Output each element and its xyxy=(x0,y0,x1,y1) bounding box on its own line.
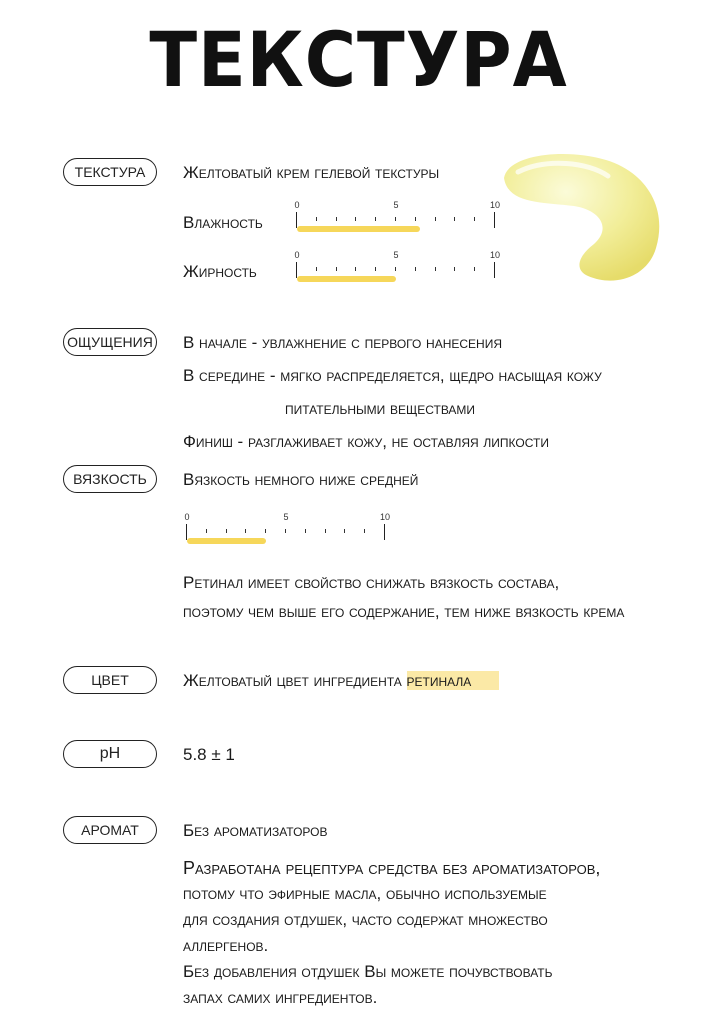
scale-major-tick xyxy=(494,212,495,228)
scale-minor-tick xyxy=(375,217,376,221)
scale-minor-tick xyxy=(336,267,337,271)
scale-tick-label: 0 xyxy=(294,200,300,210)
viscosity-label-pill: ВЯЗКОСТЬ xyxy=(63,465,157,493)
color-description xyxy=(183,671,499,691)
scale-minor-tick xyxy=(364,529,365,533)
scale-value-bar xyxy=(187,538,266,544)
aroma-paragraph-line-2: потому что эфирные масла, обычно используемые xyxy=(183,884,547,903)
scale-minor-tick xyxy=(344,529,345,533)
humidity-scale xyxy=(294,200,501,230)
oiliness-label: Жирность xyxy=(183,262,257,281)
scale-minor-tick xyxy=(435,267,436,271)
aroma-paragraph-line-1: Разработана рецептура средства без ароматизаторов, xyxy=(183,858,601,878)
scale-minor-tick xyxy=(355,217,356,221)
aroma-paragraph-line-6: запах самих ингредиентов. xyxy=(183,988,378,1007)
cream-swatch-image xyxy=(496,148,666,288)
scale-major-tick xyxy=(186,524,187,540)
scale-major-tick xyxy=(494,262,495,278)
aroma-paragraph-line-4: аллергенов. xyxy=(183,936,269,955)
scale-tick-label: 5 xyxy=(283,512,289,522)
texture-label-pill: ТЕКСТУРА xyxy=(63,158,157,186)
aroma-label-pill: АРОМАТ xyxy=(63,816,157,844)
scale-minor-tick xyxy=(454,267,455,271)
scale-tick-label: 5 xyxy=(393,200,399,210)
sensation-line-start: В начале - увлажнение с первого нанесения xyxy=(183,333,502,352)
scale-major-tick xyxy=(384,524,385,540)
scale-value-bar xyxy=(297,226,420,232)
scale-tick-label: 10 xyxy=(489,250,501,260)
color-label-pill: ЦВЕТ xyxy=(63,666,157,694)
scale-minor-tick xyxy=(435,217,436,221)
viscosity-description: Вязкость немного ниже средней xyxy=(183,470,419,489)
color-text: Желтоватый цвет ингредиента xyxy=(183,671,402,690)
scale-tick-label: 10 xyxy=(489,200,501,210)
scale-minor-tick xyxy=(325,529,326,533)
scale-minor-tick xyxy=(415,267,416,271)
scale-major-tick xyxy=(296,262,297,278)
scale-major-tick xyxy=(296,212,297,228)
scale-value-bar xyxy=(297,276,396,282)
viscosity-note-1: Ретинал имеет свойство снижать вязкость состава, xyxy=(183,573,560,592)
sensation-label-pill: ОЩУЩЕНИЯ xyxy=(63,328,157,356)
scale-minor-tick xyxy=(395,217,396,221)
scale-minor-tick xyxy=(245,529,246,533)
scale-minor-tick xyxy=(206,529,207,533)
scale-minor-tick xyxy=(336,217,337,221)
scale-minor-tick xyxy=(375,267,376,271)
aroma-paragraph-line-5: Без добавления отдушек Вы можете почувствовать xyxy=(183,962,553,981)
scale-minor-tick xyxy=(305,529,306,533)
color-highlight: ретинала xyxy=(407,671,500,690)
scale-minor-tick xyxy=(316,217,317,221)
scale-minor-tick xyxy=(285,529,286,533)
scale-minor-tick xyxy=(265,529,266,533)
humidity-label: Влажность xyxy=(183,213,263,232)
sensation-line-finish: Финиш - разглаживает кожу, не оставляя липкости xyxy=(183,432,549,451)
scale-minor-tick xyxy=(415,217,416,221)
ph-label-pill: pH xyxy=(63,740,157,768)
texture-description: Желтоватый крем гелевой текстуры xyxy=(183,163,440,182)
aroma-description: Без ароматизаторов xyxy=(183,821,328,840)
scale-minor-tick xyxy=(355,267,356,271)
sensation-line-middle: В середине - мягко распределяется, щедро насыщая кожу xyxy=(183,366,602,385)
scale-minor-tick xyxy=(226,529,227,533)
scale-minor-tick xyxy=(395,267,396,271)
sensation-line-middle-cont: питательными веществами xyxy=(285,399,476,418)
oiliness-scale xyxy=(294,250,501,280)
scale-tick-label: 0 xyxy=(294,250,300,260)
page-title: ТЕКСТУРА xyxy=(149,15,568,104)
scale-minor-tick xyxy=(454,217,455,221)
viscosity-scale xyxy=(184,512,391,542)
scale-minor-tick xyxy=(474,217,475,221)
scale-tick-label: 0 xyxy=(184,512,190,522)
ph-value: 5.8 ± 1 xyxy=(183,745,235,764)
scale-tick-label: 10 xyxy=(379,512,391,522)
scale-tick-label: 5 xyxy=(393,250,399,260)
viscosity-note-2: поэтому чем выше его содержание, тем ниже вязкость крема xyxy=(183,602,625,621)
scale-minor-tick xyxy=(474,267,475,271)
scale-minor-tick xyxy=(316,267,317,271)
aroma-paragraph-line-3: для создания отдушек, часто содержат множество xyxy=(183,910,548,929)
